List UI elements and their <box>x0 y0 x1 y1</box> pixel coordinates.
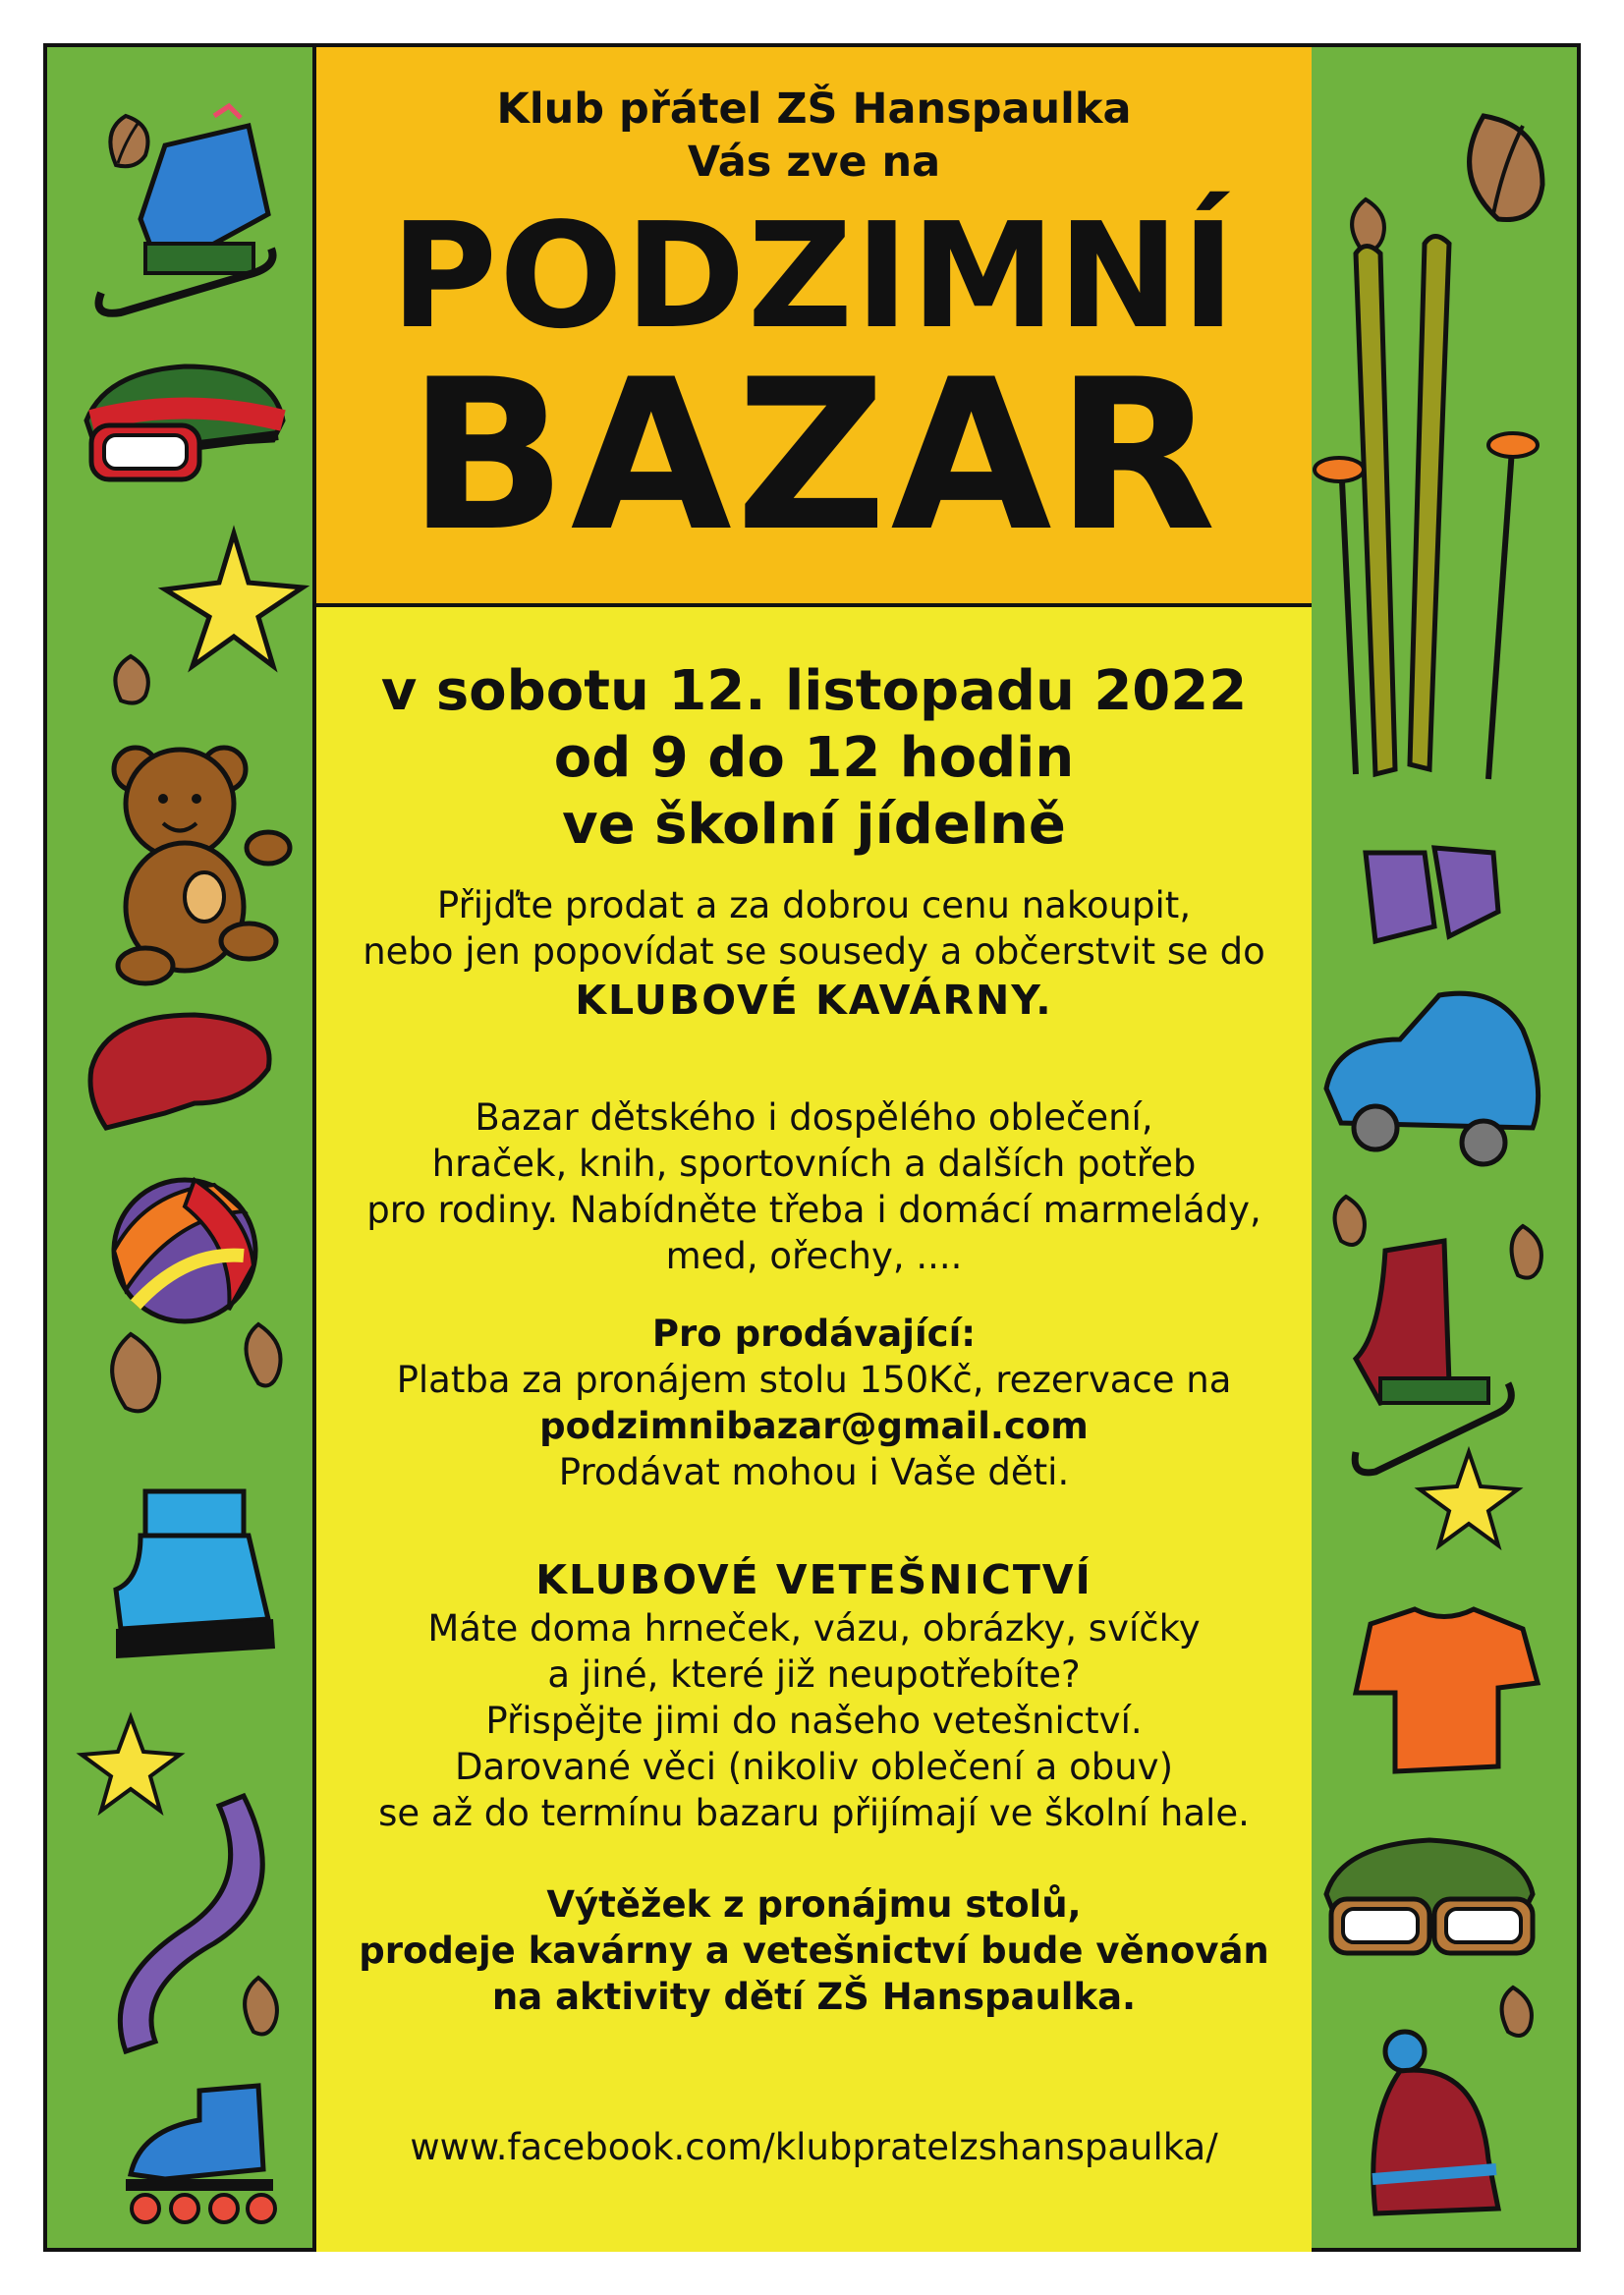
star-icon <box>82 1717 180 1811</box>
sellers-heading: Pro prodávající: <box>651 1313 977 1355</box>
bazar-line-1: Bazar dětského i dospělého oblečení, <box>475 1096 1153 1139</box>
event-date: v sobotu 12. listopadu 2022 <box>380 659 1248 723</box>
ski-goggles-icon <box>1326 1840 1533 1953</box>
sellers-email[interactable]: podzimnibazar@gmail.com <box>539 1405 1089 1447</box>
bazar-line-3: pro rodiny. Nabídněte třeba i domácí marmelády, <box>366 1189 1261 1231</box>
leaf-icon <box>245 1978 277 2034</box>
event-place: ve školní jídelně <box>562 793 1066 857</box>
proceeds-line-1: Výtěžek z pronájmu stolů, <box>546 1883 1082 1926</box>
intro-line-2: nebo jen popovídat se sousedy a občerstvit se do <box>363 930 1265 973</box>
cafe-heading: KLUBOVÉ KAVÁRNY. <box>575 977 1053 1024</box>
sellers-line-2: Prodávat mohou i Vaše děti. <box>558 1451 1070 1493</box>
junk-line-1: Máte doma hrneček, vázu, obrázky, svíčky <box>427 1607 1201 1650</box>
toy-car-icon <box>1326 993 1539 1164</box>
leaf-icon <box>1512 1226 1541 1278</box>
invite-line: Vás zve na <box>687 138 941 187</box>
proceeds-line-2: prodeje kavárny a vetešnictví bude věnován <box>359 1930 1269 1972</box>
leaf-icon <box>247 1324 281 1385</box>
leaf-icon <box>112 1334 159 1411</box>
roller-skate-icon <box>126 2086 275 2222</box>
scarf-icon <box>120 1796 262 2051</box>
ball-icon <box>114 1180 255 1321</box>
left-decoration-column <box>47 47 312 2248</box>
junk-line-3: Přispějte jimi do našeho vetešnictví. <box>485 1700 1143 1742</box>
junk-line-4: Darované věci (nikoliv oblečení a obuv) <box>454 1746 1174 1788</box>
proceeds-line-3: na aktivity dětí ZŠ Hanspaulka. <box>491 1976 1137 2018</box>
event-time: od 9 do 12 hodin <box>553 726 1075 790</box>
junk-line-2: a jiné, které již neupotřebíte? <box>547 1653 1081 1696</box>
content-panel <box>316 607 1312 2252</box>
organizer-line: Klub přátel ZŠ Hanspaulka <box>496 84 1132 134</box>
leaf-icon <box>110 116 147 166</box>
header-panel <box>316 47 1312 607</box>
leaf-icon <box>115 656 147 703</box>
left-decoration-svg <box>47 47 312 2248</box>
leaf-icon <box>1502 1987 1532 2036</box>
junk-heading: KLUBOVÉ VETEŠNICTVÍ <box>535 1556 1092 1603</box>
beret-icon <box>90 1015 269 1128</box>
bazar-line-2: hraček, knih, sportovních a dalších potřeb <box>431 1143 1197 1185</box>
bazar-line-4: med, ořechy, .... <box>665 1235 963 1277</box>
leaf-icon <box>1352 199 1384 251</box>
leaf-icon <box>1335 1197 1365 1245</box>
facebook-link[interactable]: www.facebook.com/klubpratelzshanspaulka/ <box>410 2126 1218 2168</box>
winter-hat-icon <box>1372 2032 1498 2213</box>
title-podzimni: PODZIMNÍ <box>390 192 1238 361</box>
intro-line-1: Přijďte prodat a za dobrou cenu nakoupit, <box>436 884 1192 926</box>
shirt-icon <box>1356 1609 1538 1771</box>
leaf-icon <box>1470 116 1542 220</box>
sellers-line-1: Platba za pronájem stolu 150Kč, rezervace na <box>396 1359 1232 1401</box>
skis-icon <box>1356 237 1449 775</box>
teddy-bear-icon <box>114 748 290 983</box>
junk-line-5: se až do termínu bazaru přijímají ve školní hale. <box>378 1792 1250 1834</box>
ice-skate-icon <box>1355 1241 1511 1473</box>
star-icon <box>1420 1452 1518 1545</box>
ski-goggles-icon <box>86 366 283 479</box>
star-icon <box>165 533 303 666</box>
right-decoration-column <box>1312 47 1577 2248</box>
title-bazar: BAZAR <box>408 334 1220 577</box>
poster <box>43 43 1581 2252</box>
boot-icon <box>116 1491 275 1658</box>
right-decoration-svg <box>1312 47 1577 2248</box>
gloves-icon <box>1366 848 1498 941</box>
